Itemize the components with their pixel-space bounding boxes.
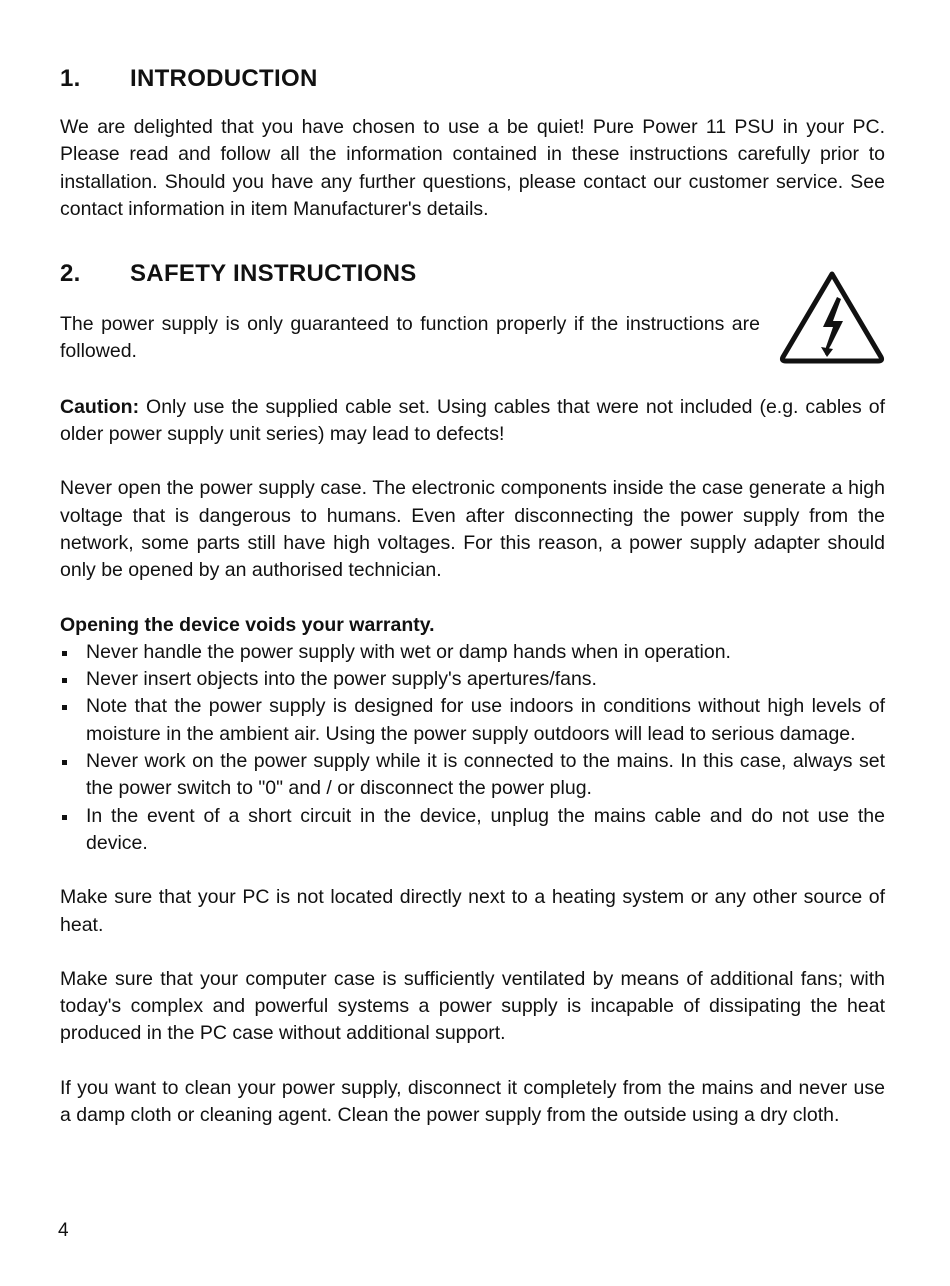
heating-paragraph: Make sure that your PC is not located directly next to a heating system or any other source of heat. (60, 886, 885, 936)
ventilation-paragraph: Make sure that your computer case is sufficiently ventilated by means of additional fans; with today's complex and powerful systems a power supply is incapable of dissipating the heat produced in the PC case without additional support. (60, 967, 885, 1045)
warranty-heading: Opening the device voids your warranty. (60, 613, 435, 636)
introduction-paragraph: We are delighted that you have chosen to use a be quiet! Pure Power 11 PSU in your PC. Please read and follow all the information contained in these instructions carefully prior to installation. Should you have any further questions, please contact our customer service. See contact information in item Manufacturer's details. (60, 116, 885, 220)
section-2-title: SAFETY INSTRUCTIONS (130, 260, 417, 288)
high-voltage-warning-icon (777, 269, 887, 365)
list-item: Note that the power supply is designed for use indoors in conditions without high levels of moisture in the ambient air. Using the power supply outdoors will lead to serious damage. (60, 693, 885, 748)
section-1-title: INTRODUCTION (130, 65, 318, 92)
caution-label: Caution: (60, 395, 140, 418)
safety-intro-row (60, 311, 885, 366)
safety-bullet-list (60, 639, 885, 857)
section-2-number: 2. (60, 260, 81, 288)
caution-text: Only use the supplied cable set. Using cables that were not included (e.g. cables of older power supply unit series) may lead to defects! (60, 395, 885, 446)
list-item: Never insert objects into the power supply's apertures/fans. (60, 666, 885, 693)
list-item: Never handle the power supply with wet or damp hands when in operation. (60, 639, 885, 666)
cleaning-paragraph: If you want to clean your power supply, disconnect it completely from the mains and never use a damp cloth or cleaning agent. Clean the power supply from the outside using a dry cloth. (60, 1076, 885, 1127)
never-open-paragraph: Never open the power supply case. The electronic components inside the case generate a high voltage that is dangerous to humans. Even after disconnecting the power supply from the network, some parts still have high voltages. For this reason, a power supply adapter should only be opened by an authorised technician. (60, 477, 885, 582)
section-2-heading (60, 257, 885, 291)
manual-page (60, 62, 885, 1129)
section-1-heading (60, 62, 885, 96)
list-item: Never work on the power supply while it is connected to the mains. In this case, always set the power switch to "0" and / or disconnect the power plug. (60, 748, 885, 803)
list-item: In the event of a short circuit in the device, unplug the mains cable and do not use the device. (60, 803, 885, 858)
page-number: 4 (58, 1220, 69, 1241)
caution-paragraph (60, 394, 885, 449)
safety-intro-paragraph: The power supply is only guaranteed to function properly if the instructions are followed. (60, 313, 760, 363)
section-1-number: 1. (60, 65, 81, 92)
